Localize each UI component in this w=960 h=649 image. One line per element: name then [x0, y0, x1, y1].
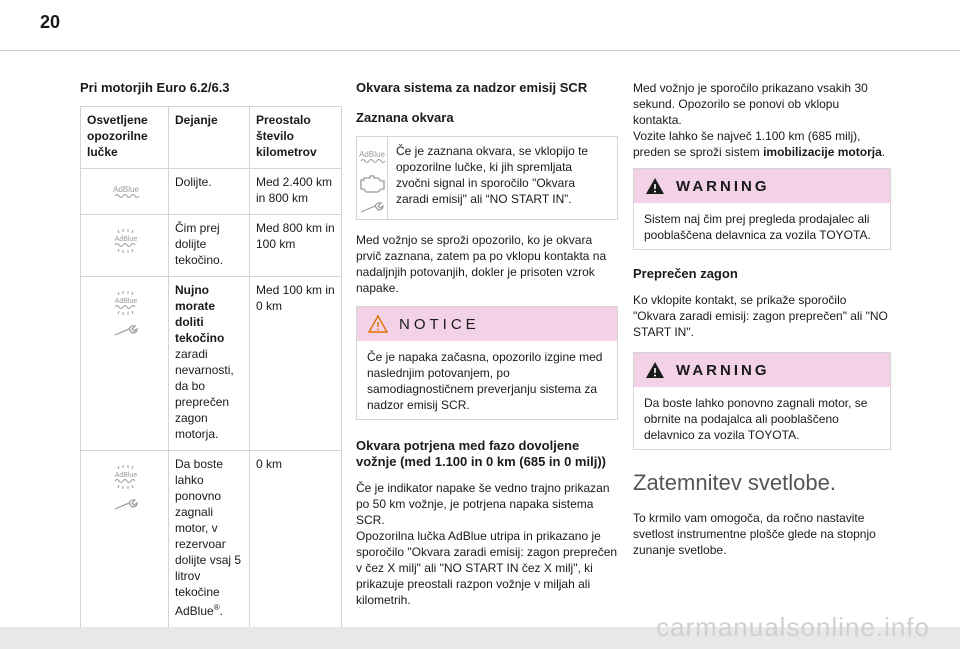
column-2	[356, 80, 618, 616]
notice-box	[356, 306, 618, 420]
adblue-icon	[111, 182, 141, 200]
adblue-flashing-icon	[109, 290, 143, 316]
warning-label: WARNING	[676, 177, 770, 195]
warning-header	[634, 353, 890, 387]
table-header-row	[81, 107, 342, 169]
warning-triangle-icon	[644, 176, 666, 196]
svg-text:AdBlue: AdBlue	[114, 236, 137, 243]
adblue-icon	[357, 147, 387, 165]
warning-lamp-table	[80, 106, 342, 628]
immobilizer-end: .	[881, 145, 886, 159]
table-row	[81, 169, 342, 215]
table-row	[81, 277, 342, 451]
fault-icons	[357, 137, 388, 219]
caution-triangle-icon	[367, 314, 389, 334]
table-row	[81, 451, 342, 628]
svg-text:AdBlue: AdBlue	[359, 150, 385, 159]
column-3	[633, 80, 891, 566]
warning-text: Da boste lahko ponovno zagnali motor, se obrnite na podajalca ali pooblaščeno delavnico za vozila TOYOTA.	[644, 396, 868, 442]
euro-heading: Pri motorjih Euro 6.2/6.3	[80, 80, 230, 95]
table-row	[81, 215, 342, 277]
remaining-cell: Med 2.400 km in 800 km	[250, 169, 342, 215]
table-header-cell: Dejanje	[169, 107, 250, 169]
action-cell: Čim prej dolijte tekočino.	[169, 215, 250, 277]
wrench-icon	[113, 324, 139, 338]
start-prevented-heading: Preprečen zagon	[633, 266, 738, 281]
icon-cell	[81, 451, 169, 628]
action-cell	[169, 277, 250, 451]
wrench-icon	[359, 201, 385, 215]
immobilizer-paragraph	[633, 128, 891, 160]
fault-box	[356, 136, 618, 220]
registered-mark: ®	[213, 603, 220, 612]
warning-header	[634, 169, 890, 203]
remaining-cell: Med 100 km in 0 km	[250, 277, 342, 451]
action-text: zaradi nevarnosti, da bo preprečen zagon motorja.	[175, 347, 234, 441]
adblue-flashing-icon	[109, 228, 143, 254]
table-header-cell: Preostalo število kilometrov	[250, 107, 342, 169]
action-end: .	[219, 604, 223, 618]
adblue-flashing-icon	[109, 464, 143, 490]
action-text: Da boste lahko ponovno zagnali motor, v rezervoar dolijte vsaj 5 litrov tekočine AdBlue	[175, 457, 242, 618]
icon-cell	[81, 277, 169, 451]
start-prevented-paragraph: Ko vklopite kontakt, se prikaže sporočilo "Okvara zaradi emisij: zagon preprečen" ali "NO START IN".	[633, 293, 888, 339]
warning-text: Sistem naj čim prej pregleda prodajalec ali pooblaščena delavnica za vozila TOYOTA.	[644, 212, 871, 242]
warning-triangle-icon	[644, 360, 666, 380]
wrench-icon	[113, 498, 139, 512]
dimmer-paragraph: To krmilo vam omogoča, da ročno nastavite svetlost instrumentne plošče glede na stopnjo zunanje svetlobe.	[633, 511, 876, 557]
remaining-cell: Med 800 km in 100 km	[250, 215, 342, 277]
immobilizer-bold: imobilizacije motorja	[763, 145, 882, 159]
watermark: carmanualsonline.info	[656, 612, 930, 642]
header-divider	[0, 50, 960, 51]
confirmed-paragraph: Če je indikator napake še vedno trajno prikazan po 50 km vožnje, je potrjena napaka sistema SCR.	[356, 481, 610, 527]
dimmer-title: Zatemnitev svetlobe.	[633, 470, 836, 495]
svg-text:AdBlue: AdBlue	[112, 185, 139, 194]
remaining-cell: 0 km	[250, 451, 342, 628]
immobilizer-text: Vozite lahko še največ 1.100 km (685 milj), preden se sproži sistem	[633, 129, 861, 159]
message-paragraph: Med vožnjo je sporočilo prikazano vsakih 30 sekund. Opozorilo se ponovi ob vklopu kontakta.	[633, 81, 868, 127]
fault-description: Če je zaznana okvara, se vklopijo te opozorilne lučke, ki jih spremljata zvočni signal in sporočilo "Okvara zaradi emisij" ali “NO START IN”.	[396, 144, 589, 206]
engine-icon	[357, 173, 387, 193]
svg-text:AdBlue: AdBlue	[114, 472, 137, 479]
notice-header	[357, 307, 617, 341]
warning-box-2	[633, 352, 891, 450]
alert-paragraph: Med vožnjo se sproži opozorilo, ko je okvara prvič zaznana, zatem pa po vklopu kontakta na nadaljnjih potovanjih, dokler je prisoten vzrok napake.	[356, 233, 607, 295]
action-cell	[169, 451, 250, 628]
page-number: 20	[40, 12, 61, 32]
adblue-flash-paragraph: Opozorilna lučka AdBlue utripa in prikazano je sporočilo "Okvara zaradi emisij: zagon preprečen v čez X milj" ali "NO START IN čez X milj", ki prikazuje preostali razpon vožnje v miljah ali kilometrih.	[356, 529, 618, 607]
svg-text:AdBlue: AdBlue	[114, 298, 137, 305]
icon-cell	[81, 215, 169, 277]
warning-label: WARNING	[676, 361, 770, 379]
notice-label: NOTICE	[399, 315, 480, 333]
fault-detected-heading: Zaznana okvara	[356, 110, 454, 125]
confirmed-fault-heading: Okvara potrjena med fazo dovoljene vožnje (med 1.100 in 0 km (685 in 0 milj))	[356, 438, 606, 469]
table-header-cell: Osvetljene opozorilne lučke	[81, 107, 169, 169]
action-cell: Dolijte.	[169, 169, 250, 215]
notice-text: Če je napaka začasna, opozorilo izgine med naslednjim potovanjem, po samodiagnostičnem preverjanju sistema za nadzor emisij SCR.	[367, 350, 603, 412]
scr-heading: Okvara sistema za nadzor emisij SCR	[356, 80, 588, 95]
column-1	[80, 80, 342, 628]
icon-cell	[81, 169, 169, 215]
warning-box-1	[633, 168, 891, 250]
action-bold-text: Nujno morate doliti tekočino	[175, 283, 225, 345]
